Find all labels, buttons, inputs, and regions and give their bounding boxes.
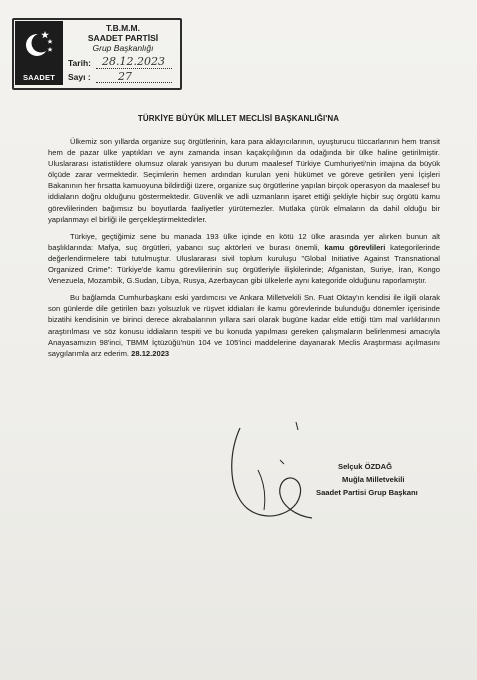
crescent-stars-icon — [23, 27, 55, 67]
number-line — [96, 82, 172, 83]
signatory-title: Muğla Milletvekili — [342, 475, 405, 484]
logo-text: SAADET — [22, 73, 56, 82]
stamp-office: Grup Başkanlığı — [92, 43, 154, 53]
date-line — [96, 68, 172, 69]
stamp-date-label: Tarih: — [68, 58, 91, 68]
signatory-name: Selçuk ÖZDAĞ — [338, 462, 393, 471]
stamp-number-value: 27 — [118, 70, 132, 83]
stamp-party: SAADET PARTİSİ — [87, 33, 159, 43]
paragraph-3: Bu bağlamda Cumhurbaşkanı eski yardımcısı ve Ankara Milletvekili Sn. Fuat Oktay'ın kendisi ile ilgili olarak son günlerde dile getirilen bazı yolsuzluk ve rüşvet iddiaları ile kamu görevlerinde bulunduğu dönemler içerisinde bizatihi kendisinin ve birinci derece akrabalarının yıllara sari olarak bugüne kadar elde ettiği tüm mal varlıklarının araştırılması ve söz konusu iddiaların tespiti ve bu konuda yapılması gereken çalışmaların belirlenmesi amacıyla Anayasamızın 98'inci, TBMM İçtüzüğü'nün 104 ve 105'inci maddelerine dayanarak Meclis Araştırması açılmasını saygılarımla arz ederim. 28.12.2023 — [48, 293, 440, 358]
signatory-party: Saadet Partisi Grup Başkanı — [316, 488, 418, 497]
stamp-date-value: 28.12.2023 — [102, 55, 165, 68]
document-body — [48, 136, 440, 365]
handwritten-signature — [200, 420, 340, 530]
stamp-org: T.B.M.M. — [106, 23, 140, 33]
saadet-logo — [15, 21, 63, 85]
paragraph-1: Ülkemiz son yıllarda organize suç örgütlerinin, kara para aklayıcılarının, uyuşturucu tüccarlarının hem transit hem de pazar ülke yaptıkları ve aynı zamanda insan kaçakçılığının da odağında bir ülke haline getirilmiştir. Uluslararası istatistiklere olumsuz olarak yansıyan bu durum maalesef Türkiye Cumhuriyeti'nin imajına da büyük ölçüde zarar vermektedir. Seçimlerin hemen ardından kurulan yeni hükümet ve göreve getirilen yeni İçişleri Bakanının her fırsatta kamuoyuna bildirdiği üzere, organize suç örgütlerine yapılan birçok operasyon da maalesef bu iddiaların doğru olduğunu göstermektedir. Güvenlik ve adli uzmanların işaret ettiği şekliyle hiçbir suç örgütü kamu görevlilerinden bağımsız bu boyutlarda faaliyetler yürütemezler. Mutlaka çürük elmaların da dahil olduğu bir yapılanmayı el birliği ile gerçekleştirmektedirler. — [48, 137, 440, 224]
paragraph-2: Türkiye, geçtiğimiz sene bu manada 193 ülke içinde en kötü 12 ülke arasında yer alırken bunun alt başlıklarında: Mafya, suç örgütleri, yabancı suç aktörleri ve burası önemli, kamu görevlileri kategorilerinde değerlendirmelere tabi tutulmuştur. Uluslararası sivil toplum kuruluşu "Global Initiative Against Transnational Organized Crime": Türkiye'de kamu görevlilerinin suç örgütleriyle ilişkilerinde; Afganistan, Suriye, İran, Kongo Venezuela, Mozambik, G.Sudan, Libya, Rusya, Azerbaycan gibi ülkelerle aynı kategoride olduğunu raporlamıştır. — [48, 231, 440, 286]
stamp-number-label: Sayı : — [68, 72, 91, 82]
document-title: TÜRKİYE BÜYÜK MİLLET MECLİSİ BAŞKANLIĞI'NA — [137, 114, 340, 123]
registry-stamp — [12, 18, 182, 90]
